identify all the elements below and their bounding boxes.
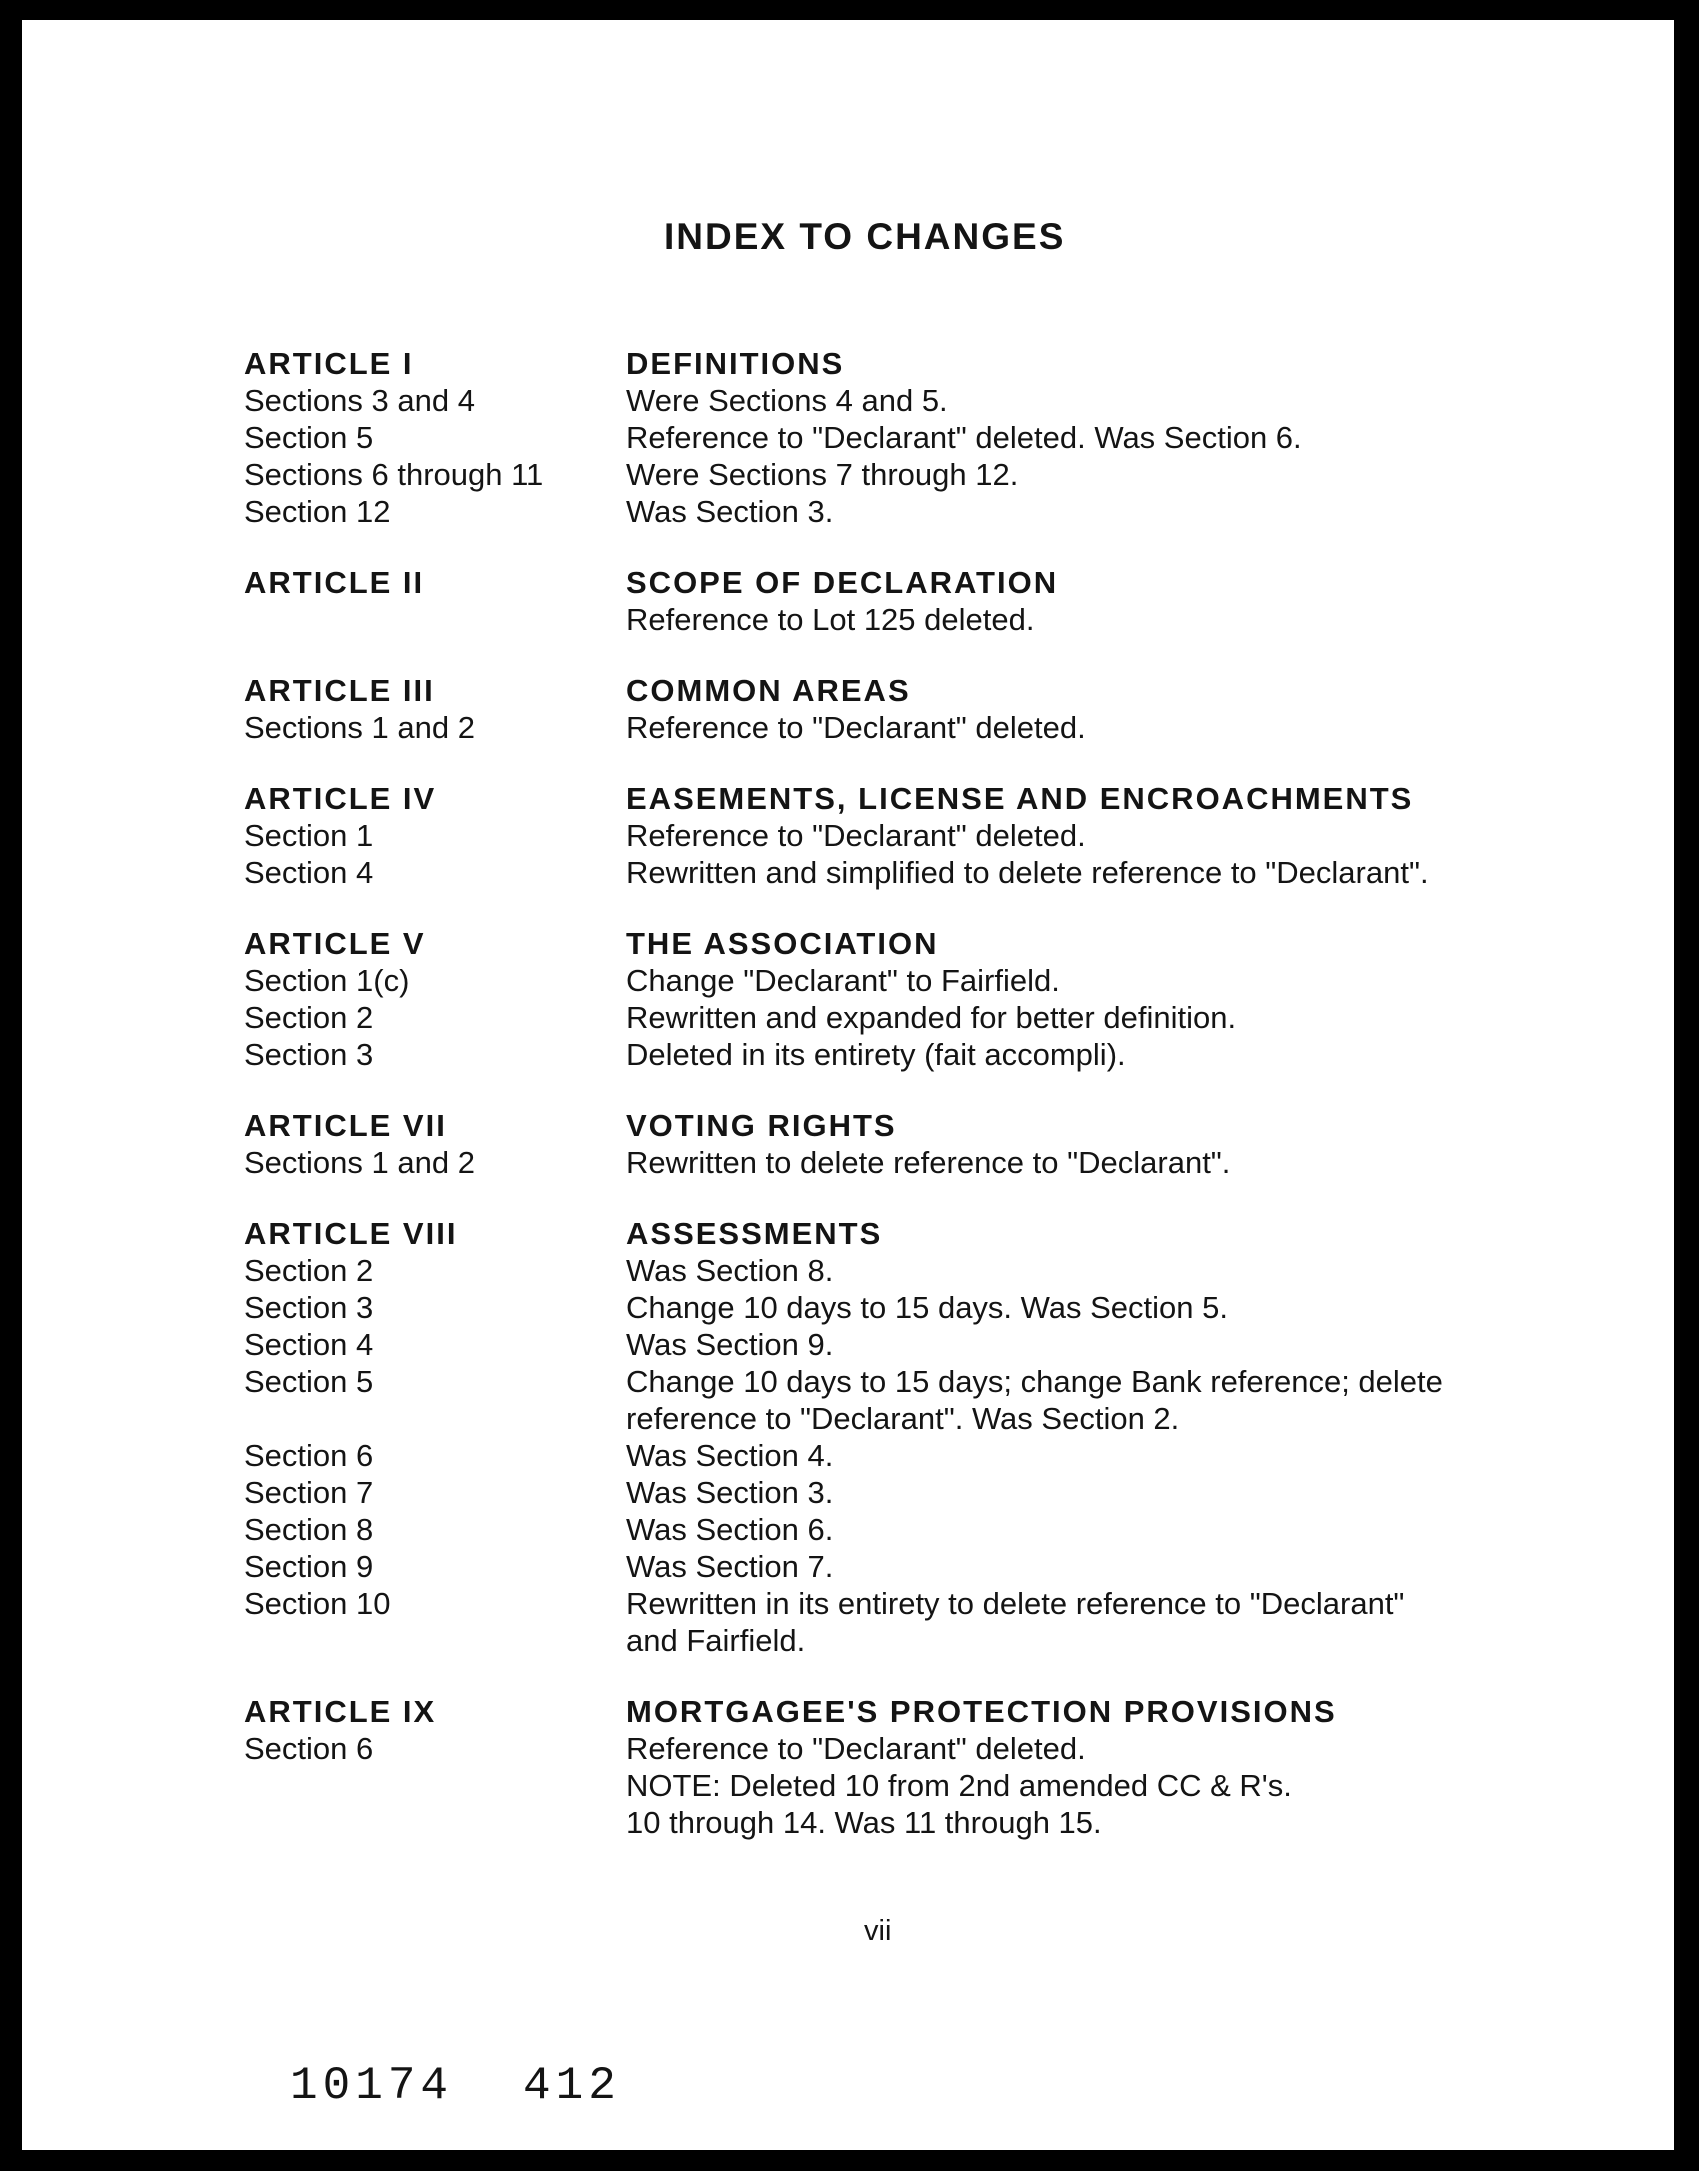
- article-sections-column: [244, 780, 626, 891]
- change-description: and Fairfield.: [626, 1623, 806, 1658]
- article-label: ARTICLE IV: [244, 781, 437, 816]
- section-label: Section 6: [244, 1438, 374, 1473]
- change-description: Was Section 8.: [626, 1253, 834, 1288]
- change-description: Was Section 3.: [626, 1475, 834, 1510]
- section-label: Sections 1 and 2: [244, 1145, 475, 1180]
- change-description: Was Section 7.: [626, 1549, 834, 1584]
- article-heading: THE ASSOCIATION: [626, 926, 939, 961]
- article-sections-column: [244, 672, 626, 746]
- article-changes-column: [626, 345, 1544, 530]
- article-heading: MORTGAGEE'S PROTECTION PROVISIONS: [626, 1694, 1337, 1729]
- change-description: Reference to "Declarant" deleted.: [626, 710, 1086, 745]
- section-label-spacer: [244, 1400, 626, 1437]
- change-description: Reference to Lot 125 deleted.: [626, 602, 1035, 637]
- article-heading: ASSESSMENTS: [626, 1216, 883, 1251]
- change-description: Was Section 4.: [626, 1438, 834, 1473]
- change-description: Reference to "Declarant" deleted.: [626, 1731, 1086, 1766]
- article-heading: SCOPE OF DECLARATION: [626, 565, 1059, 600]
- article-label: ARTICLE II: [244, 565, 425, 600]
- document-number-part-a: 10174: [290, 2060, 454, 2112]
- article-changes-column: [626, 1107, 1544, 1181]
- section-label: Section 9: [244, 1549, 374, 1584]
- change-description: Reference to "Declarant" deleted.: [626, 818, 1086, 853]
- section-label: Section 5: [244, 420, 374, 455]
- section-label: Section 12: [244, 494, 391, 529]
- change-description: Were Sections 7 through 12.: [626, 457, 1019, 492]
- document-number: [290, 2060, 621, 2112]
- article-changes-column: [626, 564, 1544, 638]
- section-label-spacer: [244, 1622, 626, 1659]
- section-label: Section 10: [244, 1586, 391, 1621]
- change-description: Rewritten to delete reference to "Declarant".: [626, 1145, 1231, 1180]
- section-label: Section 4: [244, 1327, 374, 1362]
- document-number-part-b: 412: [523, 2060, 621, 2112]
- change-description: Deleted in its entirety (fait accompli).: [626, 1037, 1126, 1072]
- article-block: [244, 1215, 1544, 1659]
- article-changes-column: [626, 1215, 1544, 1659]
- article-sections-column: [244, 1107, 626, 1181]
- change-description: Was Section 9.: [626, 1327, 834, 1362]
- article-block: [244, 672, 1544, 746]
- section-label: Section 4: [244, 855, 374, 890]
- article-changes-column: [626, 1693, 1544, 1841]
- section-label: Section 3: [244, 1290, 374, 1325]
- article-block: [244, 925, 1544, 1073]
- change-description: Was Section 6.: [626, 1512, 834, 1547]
- article-sections-column: [244, 925, 626, 1073]
- change-description: Rewritten and simplified to delete reference to "Declarant".: [626, 855, 1429, 890]
- article-sections-column: [244, 1693, 626, 1841]
- article-label: ARTICLE IX: [244, 1694, 437, 1729]
- article-label: ARTICLE V: [244, 926, 426, 961]
- section-label: Section 8: [244, 1512, 374, 1547]
- article-label: ARTICLE III: [244, 673, 435, 708]
- article-label: ARTICLE I: [244, 346, 414, 381]
- article-heading: DEFINITIONS: [626, 346, 845, 381]
- section-label: Section 5: [244, 1364, 374, 1399]
- section-label: Section 7: [244, 1475, 374, 1510]
- document-page: [22, 20, 1674, 2150]
- change-description: NOTE: Deleted 10 from 2nd amended CC & R's.: [626, 1768, 1292, 1803]
- article-block: [244, 345, 1544, 530]
- article-heading: COMMON AREAS: [626, 673, 911, 708]
- change-description: 10 through 14. Was 11 through 15.: [626, 1805, 1102, 1840]
- section-label: Section 3: [244, 1037, 374, 1072]
- section-label: Sections 3 and 4: [244, 383, 475, 418]
- section-label-spacer: [244, 1767, 626, 1804]
- article-label: ARTICLE VIII: [244, 1216, 458, 1251]
- document-title: INDEX TO CHANGES: [664, 216, 1066, 257]
- section-label: Section 6: [244, 1731, 374, 1766]
- article-label: ARTICLE VII: [244, 1108, 447, 1143]
- article-block: [244, 1107, 1544, 1181]
- article-block: [244, 1693, 1544, 1841]
- change-description: reference to "Declarant". Was Section 2.: [626, 1401, 1180, 1436]
- change-description: Reference to "Declarant" deleted. Was Section 6.: [626, 420, 1302, 455]
- article-sections-column: [244, 345, 626, 530]
- change-description: Change 10 days to 15 days. Was Section 5.: [626, 1290, 1228, 1325]
- section-label: Section 1: [244, 818, 374, 853]
- change-description: Rewritten in its entirety to delete reference to "Declarant": [626, 1586, 1405, 1621]
- index-table: [244, 345, 1544, 1875]
- page-number: vii: [864, 1915, 892, 1947]
- article-changes-column: [626, 780, 1544, 891]
- change-description: Change 10 days to 15 days; change Bank reference; delete: [626, 1364, 1443, 1399]
- article-changes-column: [626, 925, 1544, 1073]
- change-description: Were Sections 4 and 5.: [626, 383, 948, 418]
- section-label: Section 2: [244, 1253, 374, 1288]
- article-heading: VOTING RIGHTS: [626, 1108, 897, 1143]
- article-block: [244, 780, 1544, 891]
- change-description: Change "Declarant" to Fairfield.: [626, 963, 1060, 998]
- article-changes-column: [626, 672, 1544, 746]
- article-sections-column: [244, 1215, 626, 1659]
- section-label-spacer: [244, 1804, 626, 1841]
- section-label: Section 1(c): [244, 963, 410, 998]
- article-heading: EASEMENTS, LICENSE AND ENCROACHMENTS: [626, 781, 1414, 816]
- section-label: [244, 601, 626, 638]
- section-label: Sections 6 through 11: [244, 457, 544, 492]
- section-label: Section 2: [244, 1000, 374, 1035]
- change-description: Was Section 3.: [626, 494, 834, 529]
- article-sections-column: [244, 564, 626, 638]
- article-block: [244, 564, 1544, 638]
- change-description: Rewritten and expanded for better definition.: [626, 1000, 1237, 1035]
- section-label: Sections 1 and 2: [244, 710, 475, 745]
